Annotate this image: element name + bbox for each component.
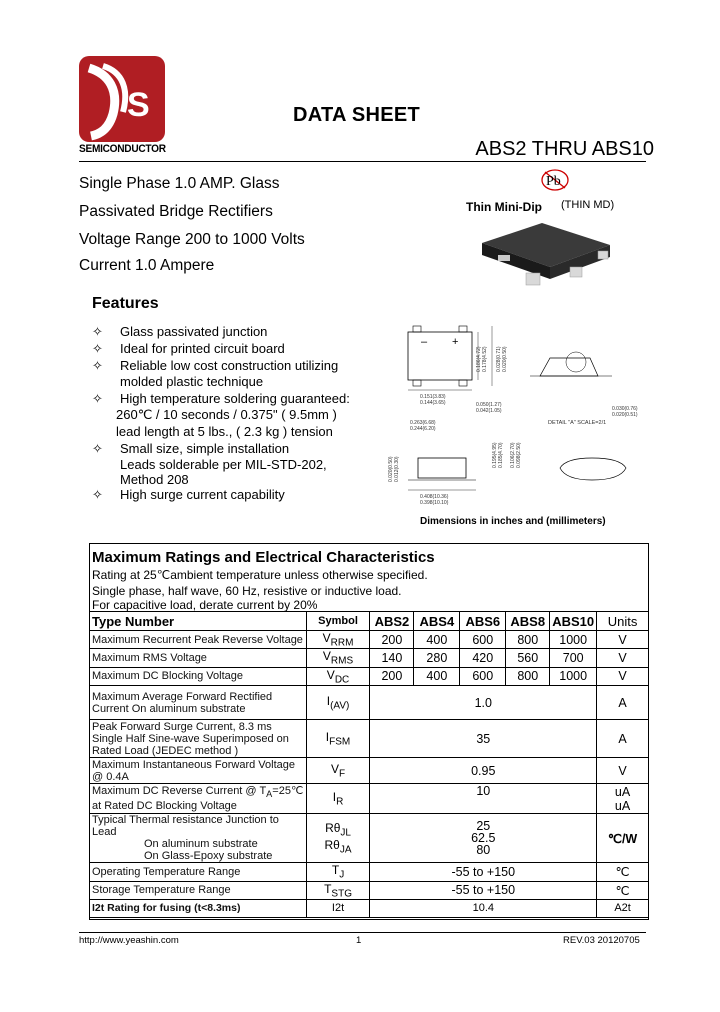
top-view-outline xyxy=(408,332,472,380)
dim-label: 0.408(10.36) xyxy=(420,494,449,500)
table-cell: $V_{RRM}$ xyxy=(306,631,370,649)
col-header: ABS10 xyxy=(550,612,597,631)
table-cell: 420 xyxy=(460,649,506,667)
svg-text:S: S xyxy=(127,86,150,124)
dim-label: 0.195(4.95) xyxy=(492,442,498,468)
lead-free-icon xyxy=(540,168,570,192)
table-cell: uA uA xyxy=(597,784,649,814)
table-cell: Typical Thermal resistance Junction to Lead On aluminum substrate On Glass-Epoxy substrate xyxy=(90,814,307,863)
table-cell: 0.95 xyxy=(370,758,597,784)
dim-label: 0.144(3.65) xyxy=(420,400,446,406)
table-cell: 25 62.5 80 xyxy=(370,814,597,863)
table-cell: A xyxy=(597,686,649,720)
dimensions-caption: Dimensions in inches and (millimeters) xyxy=(420,516,606,527)
feature-item-cont: lead length at 5 lbs., ( 2.3 kg ) tension xyxy=(116,424,333,439)
table-cell: Maximum Average Forward Rectified Current On aluminum substrate xyxy=(90,686,307,720)
feature-item: ✧ Ideal for printed circuit board xyxy=(92,341,285,356)
table-cell: ℃ xyxy=(597,863,649,881)
bullet-star-icon: ✧ xyxy=(92,391,103,406)
package-name: Thin Mini-Dip xyxy=(466,200,542,214)
table-cell: V xyxy=(597,758,649,784)
dim-label: 0.050(1.27) xyxy=(476,402,502,408)
table-cell: Maximum DC Reverse Current @ $T_A=25℃$ at Rated DC Blocking Voltage xyxy=(90,784,307,814)
table-cell: Maximum Instantaneous Forward Voltage @ 0.4A xyxy=(90,758,307,784)
table-cell: 10 xyxy=(370,784,597,814)
revision: REV.03 20120705 xyxy=(563,935,640,946)
table-cell: Maximum Recurrent Peak Reverse Voltage xyxy=(90,631,307,649)
feature-item-cont: 260℃ / 10 seconds / 0.375" ( 9.5mm ) xyxy=(116,407,337,422)
table-row xyxy=(90,649,649,667)
product-line-2: Passivated Bridge Rectifiers xyxy=(79,203,273,220)
pb-label: Pb xyxy=(546,174,561,189)
table-cell: V xyxy=(597,649,649,667)
table-cell: 700 xyxy=(550,649,597,667)
table-row xyxy=(90,881,649,899)
col-header: Type Number xyxy=(90,612,307,631)
table-cell: $V_{RMS}$ xyxy=(306,649,370,667)
footer-url[interactable]: http://www.yeashin.com xyxy=(79,935,179,946)
feature-item-cont: Leads solderable per MIL-STD-202, xyxy=(120,457,327,472)
package-photo xyxy=(470,215,620,300)
table-cell: 10.4 xyxy=(370,899,597,917)
table-cell: ℃ xyxy=(597,881,649,899)
col-header: ABS4 xyxy=(414,612,460,631)
col-header: ABS8 xyxy=(506,612,550,631)
table-cell: $R\theta_{JL}$ $R\theta_{JA}$ xyxy=(306,814,370,863)
table-cell: 280 xyxy=(414,649,460,667)
table-cell: $I_R$ xyxy=(306,784,370,814)
table-note: For capacitive load, derate current by 20% xyxy=(92,598,318,612)
feature-item: ✧ High temperature soldering guaranteed: xyxy=(92,391,350,406)
table-cell: -55 to +150 xyxy=(370,881,597,899)
bullet-star-icon: ✧ xyxy=(92,358,103,373)
dim-label: 0.106(2.70) xyxy=(510,442,516,468)
dim-label: 0.263(6.68) xyxy=(410,420,436,426)
table-row xyxy=(90,784,649,814)
side-view-outline xyxy=(418,458,466,478)
voltage-range: Voltage Range 200 to 1000 Volts xyxy=(79,231,305,248)
table-cell: 400 xyxy=(414,667,460,685)
table-cell: A2t xyxy=(597,899,649,917)
feature-item: ✧ High surge current capability xyxy=(92,487,285,502)
table-row xyxy=(90,814,649,863)
dim-label: 0.244(6.20) xyxy=(410,426,436,432)
feature-item-cont: Method 208 xyxy=(120,472,189,487)
part-range: ABS2 THRU ABS10 xyxy=(475,138,654,160)
table-cell: $T_{STG}$ xyxy=(306,881,370,899)
package-subname: (THIN MD) xyxy=(561,199,615,211)
table-cell: $V_F$ xyxy=(306,758,370,784)
product-line-1: Single Phase 1.0 AMP. Glass xyxy=(79,175,280,192)
minus-sign: – xyxy=(421,336,428,348)
dim-label: 0.098(2.50) xyxy=(516,442,522,468)
table-cell: A xyxy=(597,720,649,758)
dim-label: 0.178(4.52) xyxy=(482,346,488,372)
page-number: 1 xyxy=(356,935,362,946)
table-cell: 600 xyxy=(460,667,506,685)
col-header: ABS6 xyxy=(460,612,506,631)
table-title: Maximum Ratings and Electrical Characteristics xyxy=(92,549,435,566)
table-row xyxy=(90,863,649,881)
logo-caption: SEMICONDUCTOR xyxy=(79,143,166,155)
table-cell: $I_{FSM}$ xyxy=(306,720,370,758)
table-cell: 200 xyxy=(370,667,414,685)
footer-divider xyxy=(79,932,646,933)
table-cell: 800 xyxy=(506,667,550,685)
table-cell: $V_{DC}$ xyxy=(306,667,370,685)
table-cell: 800 xyxy=(506,631,550,649)
table-cell: Maximum DC Blocking Voltage xyxy=(90,667,307,685)
plus-sign: + xyxy=(452,336,459,348)
dim-label: 0.028(0.71) xyxy=(496,346,502,372)
bullet-star-icon: ✧ xyxy=(92,487,103,502)
features-heading: Features xyxy=(92,295,159,312)
dim-label: 0.186(4.72) xyxy=(476,346,482,372)
table-cell: 200 xyxy=(370,631,414,649)
bullet-star-icon: ✧ xyxy=(92,341,103,356)
table-header-row xyxy=(90,612,649,631)
table-row xyxy=(90,631,649,649)
table-cell: $I_{(AV)}$ xyxy=(306,686,370,720)
table-cell: Storage Temperature Range xyxy=(90,881,307,899)
table-cell: V xyxy=(597,667,649,685)
table-row xyxy=(90,720,649,758)
table-cell: Peak Forward Surge Current, 8.3 ms Single Half Sine-wave Superimposed on Rated Load (JEDEC method ) xyxy=(90,720,307,758)
table-cell: Maximum RMS Voltage xyxy=(90,649,307,667)
table-cell: 1.0 xyxy=(370,686,597,720)
table-cell: 560 xyxy=(506,649,550,667)
feature-item: ✧ Small size, simple installation xyxy=(92,441,290,456)
dim-label: 0.185(4.70) xyxy=(498,442,504,468)
table-cell: I2t xyxy=(306,899,370,917)
table-cell: $T_J$ xyxy=(306,863,370,881)
dim-label: 0.020(0.51) xyxy=(612,412,638,418)
table-note: Rating at 25℃ambient temperature unless otherwise specified. xyxy=(92,568,428,582)
dim-label: 0.030(0.76) xyxy=(612,406,638,412)
table-cell: Operating Temperature Range xyxy=(90,863,307,881)
table-cell: 1000 xyxy=(550,631,597,649)
col-header: ABS2 xyxy=(370,612,414,631)
col-header: Symbol xyxy=(306,612,370,631)
dim-label: 0.151(3.83) xyxy=(420,394,446,400)
dim-label: 0.042(1.05) xyxy=(476,408,502,414)
ratings-table xyxy=(89,611,649,918)
col-header: Units xyxy=(597,612,649,631)
table-cell: 35 xyxy=(370,720,597,758)
table-row xyxy=(90,667,649,685)
table-cell: ℃/W xyxy=(597,814,649,863)
bullet-star-icon: ✧ xyxy=(92,324,103,339)
feature-item: ✧ Reliable low cost construction utilizing xyxy=(92,358,339,373)
table-cell: V xyxy=(597,631,649,649)
detail-a-outline xyxy=(540,358,598,376)
bullet-star-icon: ✧ xyxy=(92,441,103,456)
detail-label: DETAIL "A" SCALE=2/1 xyxy=(548,420,607,426)
table-note: Single phase, half wave, 60 Hz, resistive or inductive load. xyxy=(92,584,402,598)
side-profile-outline xyxy=(560,458,626,480)
dim-label: 0.012(0.30) xyxy=(394,456,400,482)
table-cell: -55 to +150 xyxy=(370,863,597,881)
table-cell: 600 xyxy=(460,631,506,649)
header-divider xyxy=(79,161,646,162)
table-row xyxy=(90,686,649,720)
table-cell: 1000 xyxy=(550,667,597,685)
table-row xyxy=(90,758,649,784)
document-title: DATA SHEET xyxy=(293,104,421,126)
table-row xyxy=(90,899,649,917)
feature-item-cont: molded plastic technique xyxy=(120,374,264,389)
current-rating: Current 1.0 Ampere xyxy=(79,257,215,274)
table-cell: 140 xyxy=(370,649,414,667)
feature-item: ✧ Glass passivated junction xyxy=(92,324,268,339)
dim-label: 0.020(0.50) xyxy=(388,456,394,482)
company-logo xyxy=(79,56,165,142)
dim-label: 0.398(10.10) xyxy=(420,500,449,506)
dim-label: 0.020(0.50) xyxy=(502,346,508,372)
table-cell: 400 xyxy=(414,631,460,649)
dimension-drawing xyxy=(380,318,650,514)
table-cell: I2t Rating for fusing (t<8.3ms) xyxy=(90,899,307,917)
